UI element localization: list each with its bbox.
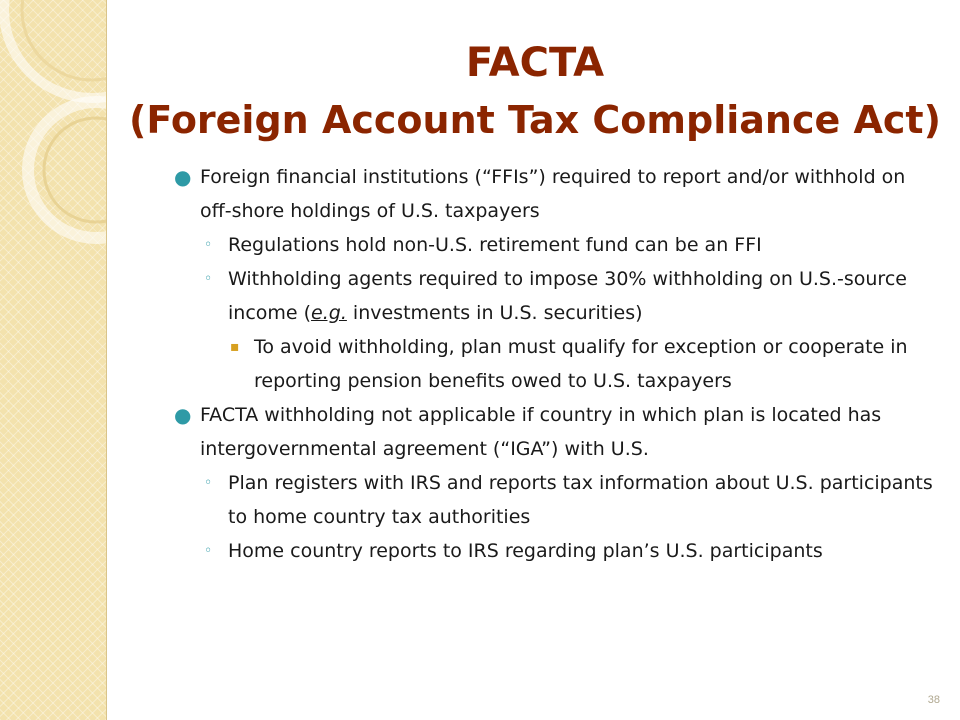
bullet-text: Foreign financial institutions (“FFIs”) required to report and/or withhold on off-shore holdings of U.S. taxpayers bbox=[200, 166, 906, 222]
sub-bullet-item bbox=[170, 228, 940, 262]
sub-bullet-text: Plan registers with IRS and reports tax information about U.S. participants to home country tax authorities bbox=[228, 472, 933, 528]
sub-sub-bullet-text: To avoid withholding, plan must qualify for exception or cooperate in reporting pension benefits owed to U.S. taxpayers bbox=[254, 336, 908, 392]
slide-body bbox=[170, 160, 940, 568]
sub-bullet-ring-icon: ◦ bbox=[204, 475, 213, 491]
sub-bullet-ring-icon: ◦ bbox=[204, 543, 213, 559]
sub-bullet-text: Home country reports to IRS regarding plan’s U.S. participants bbox=[228, 540, 823, 562]
sub-bullet-text-before: Withholding agents required to impose 30% withholding on U.S.-source income ( bbox=[228, 268, 907, 324]
bullet-dot-icon: ● bbox=[174, 165, 192, 189]
sub-sub-bullet-item bbox=[170, 330, 940, 398]
sub-bullet-text-after: investments in U.S. securities) bbox=[346, 302, 643, 324]
bullet-text: FACTA withholding not applicable if country in which plan is located has intergovernmental agreement (“IGA”) with U.S. bbox=[200, 404, 882, 460]
slide-title: FACTA bbox=[465, 40, 605, 86]
page-number: 38 bbox=[927, 694, 940, 706]
sub-bullet-ring-icon: ◦ bbox=[204, 271, 213, 287]
bullet-item bbox=[170, 160, 940, 228]
sub-bullet-item bbox=[170, 534, 940, 568]
decorative-sidebar bbox=[0, 0, 107, 720]
bullet-dot-icon: ● bbox=[174, 403, 192, 427]
sub-bullet-item bbox=[170, 466, 940, 534]
sub-bullet-item bbox=[170, 262, 940, 330]
slide-subtitle: (Foreign Account Tax Compliance Act) bbox=[129, 98, 941, 142]
bullet-item bbox=[170, 398, 940, 466]
sub-bullet-emphasis: e.g. bbox=[311, 302, 347, 324]
sub-bullet-text: Regulations hold non-U.S. retirement fund can be an FFI bbox=[228, 234, 762, 256]
sub-bullet-ring-icon: ◦ bbox=[204, 237, 213, 253]
sub-sub-bullet-square-icon: ▪ bbox=[230, 339, 240, 355]
decorative-circles bbox=[0, 0, 106, 720]
